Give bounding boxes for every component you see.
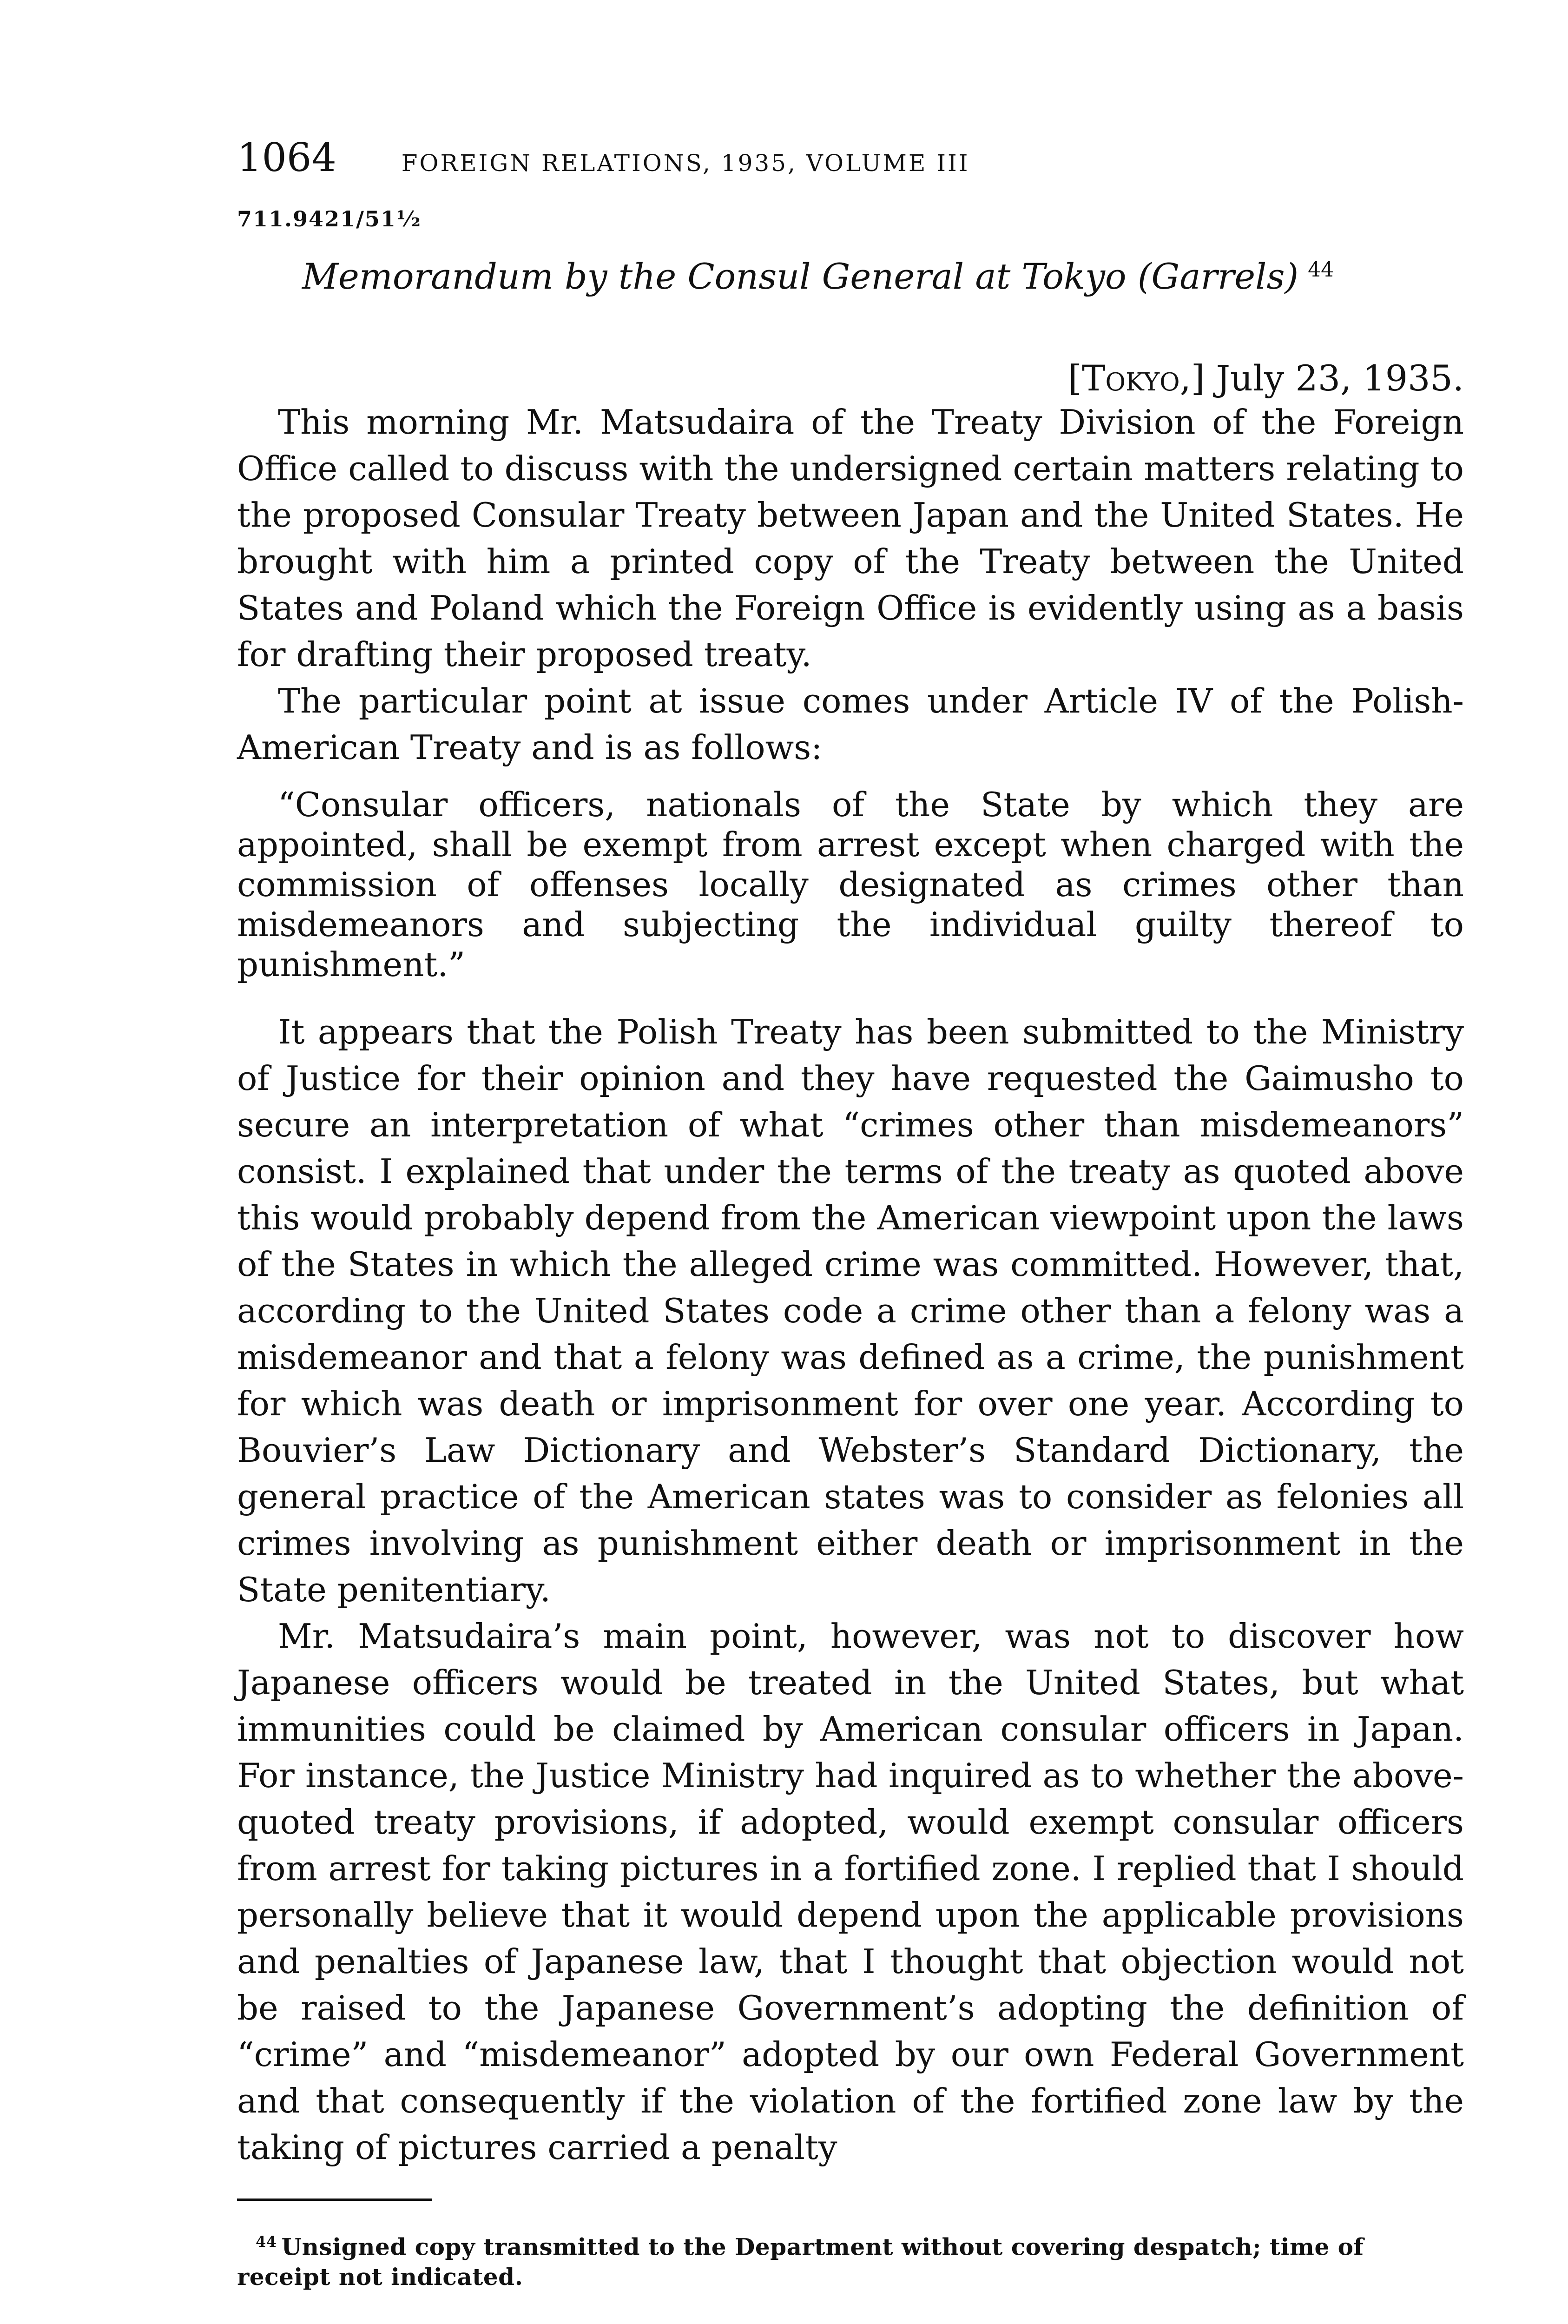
paragraph-1: This morning Mr. Matsudaira of the Treaty Division of the Foreign Office called to discuss with the undersigned certain matters relating to the proposed Consular Treaty between Japan and the United States. He brought with him a printed copy of the Treaty between the United States and Poland which the Foreign Office is evidently using as a basis for drafting their proposed treaty. (237, 403, 1464, 674)
footnote-marker: 44 (256, 2233, 277, 2251)
footnote-divider (237, 2199, 432, 2201)
footnote-text: Unsigned copy transmitted to the Department without covering despatch; time of receipt not indicated. (237, 2233, 1364, 2291)
title-footnote-reference: 44 (1308, 257, 1334, 282)
dateline (237, 357, 1464, 399)
dateline-date: July 23, 1935. (1216, 357, 1464, 399)
dateline-place: [Tokyo,] (1068, 357, 1205, 399)
footnote (237, 2227, 1464, 2292)
document-title-text: Memorandum by the Consul General at Tokyo (Garrels) (302, 256, 1299, 297)
running-title: FOREIGN RELATIONS, 1935, VOLUME III (401, 150, 970, 177)
file-number: 711.9421/51¹⁄₂ (237, 206, 422, 231)
document-title (302, 256, 1464, 297)
running-head (237, 135, 1464, 186)
document-page (237, 135, 1464, 2292)
page-number: 1064 (237, 135, 336, 180)
block-quote: “Consular officers, nationals of the State by which they are appointed, shall be exempt from arrest except when charged with the commission of offenses locally designated as crimes other than misdemeanors and subjecting the individual guilty thereof to punishment.” (237, 785, 1464, 984)
paragraph-4: Mr. Matsudaira’s main point, however, was not to discover how Japanese officers would be treated in the United States, but what immunities could be claimed by American consular officers in Japan. For instance, the Justice Ministry had inquired as to whether the above-quoted treaty provisions, if adopted, would exempt consular officers from arrest for taking pictures in a fortified zone. I replied that I should personally believe that it would depend upon the applicable provisions and penalties of Japanese law, that I thought that objection would not be raised to the Japanese Government’s adopting the definition of “crime” and “misdemeanor” adopted by our own Federal Government and that consequently if the violation of the fortified zone law by the taking of pictures carried a penalty (237, 1617, 1464, 2167)
paragraph-3: It appears that the Polish Treaty has been submitted to the Ministry of Justice for their opinion and they have requested the Gaimusho to secure an interpretation of what “crimes other than misdemeanors” consist. I explained that under the terms of the treaty as quoted above this would probably depend from the American viewpoint upon the laws of the States in which the alleged crime was committed. However, that, according to the United States code a crime other than a felony was a misdemeanor and that a felony was defined as a crime, the punishment for which was death or imprisonment for over one year. According to Bouvier’s Law Dictionary and Webster’s Standard Dictionary, the general practice of the American states was to consider as felonies all crimes involving as punishment either death or imprisonment in the State penitentiary. (237, 1012, 1464, 1609)
paragraph-2: The particular point at issue comes under Article IV of the Polish-American Treaty and is as follows: (237, 681, 1464, 767)
